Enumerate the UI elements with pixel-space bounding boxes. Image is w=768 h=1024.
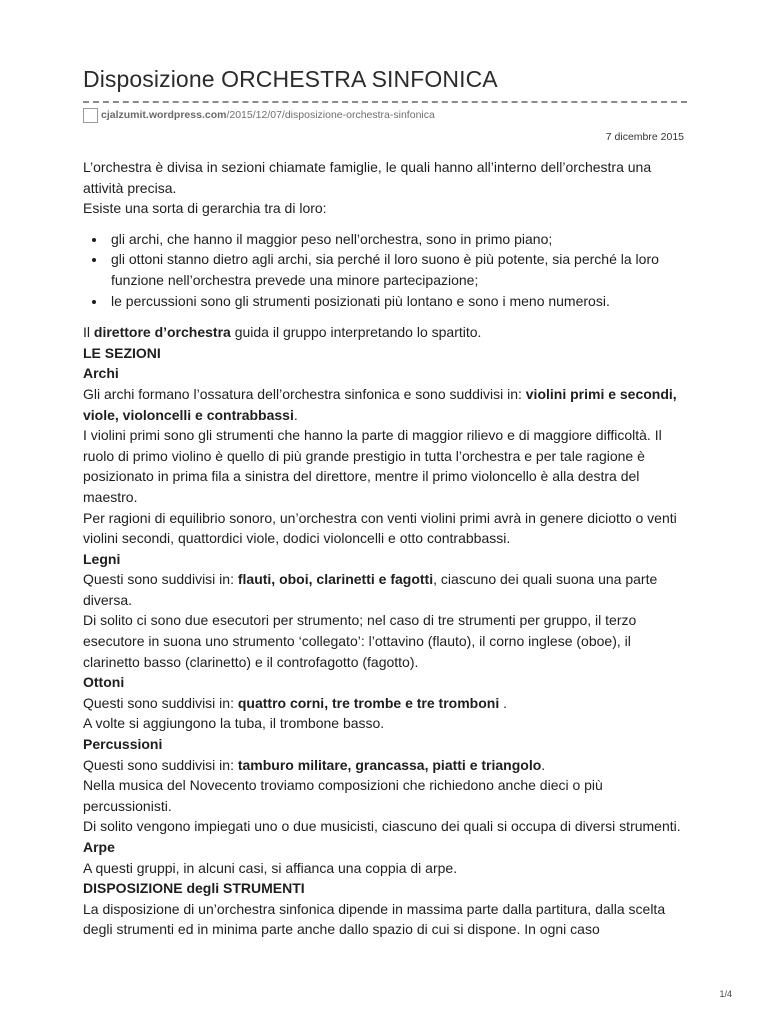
ottoni-paragraph: A volte si aggiungono la tuba, il trombone basso. [83,715,385,732]
percussioni-paragraph: Di solito vengono impiegati uno o due musicisti, ciascuno dei quali si occupa di diversi strumenti. [83,818,681,835]
subheading-archi: Archi [83,365,119,382]
source-path[interactable]: /2015/12/07/disposizione-orchestra-sinfonica [226,109,435,121]
subheading-ottoni: Ottoni [83,674,125,691]
director-term: direttore d’orchestra [93,324,231,341]
page-title: Disposizione ORCHESTRA SINFONICA [83,66,498,92]
title-divider [83,101,687,103]
section-heading: LE SEZIONI [83,344,161,361]
source-link[interactable] [83,106,435,124]
arpe-paragraph: A questi gruppi, in alcuni casi, si affianca una coppia di arpe. [83,859,458,876]
hierarchy-list [83,229,688,311]
article-body [83,157,688,940]
page-number: 1/4 [719,989,732,999]
subheading-arpe: Arpe [83,839,115,855]
archi-paragraph: Per ragioni di equilibrio sonoro, un’orchestra con venti violini primi avrà in genere diciotto o venti violini secondi, quattordici viole, dodici violoncelli e otto contrabbassi. [83,509,677,547]
legni-paragraph: Questi sono suddivisi in: flauti, oboi, clarinetti e fagotti, ciascuno dei quali suona una parte diversa. [83,571,658,608]
archi-paragraph: I violini primi sono gli strumenti che hanno la parte di maggior rilievo e di maggiore difficoltà. Il ruolo di primo violino è quello di più grande prestigio in tutta l’orchestra e per tale ragione è posizionato in prima fila a sinistra del direttore, mentre il primo violoncello è alla destra del maestro. [83,427,662,505]
subheading-percussioni: Percussioni [83,736,163,753]
director-paragraph: Il direttore d’orchestra guida il gruppo interpretando lo spartito. [83,324,482,341]
favicon-placeholder-icon [83,108,98,123]
subheading-legni: Legni [83,550,121,567]
section-heading-disposizione: DISPOSIZIONE degli STRUMENTI [83,880,305,897]
ottoni-paragraph: Questi sono suddivisi in: quattro corni, tre trombe e tre tromboni . [83,694,507,711]
intro-paragraph: L’orchestra è divisa in sezioni chiamate famiglie, le quali hanno all’interno dell’orchestra una attività precisa. [83,159,652,196]
source-domain[interactable]: cjalzumit.wordpress.com [101,109,227,121]
list-item: • le percussioni sono gli strumenti posizionati più lontano e sono i meno numerosi. [107,291,688,312]
percussioni-paragraph: Questi sono suddivisi in: tamburo militare, grancassa, piatti e triangolo. [83,756,546,773]
publish-date: 7 dicembre 2015 [605,131,684,143]
legni-paragraph: Di solito ci sono due esecutori per strumento; nel caso di tre strumenti per gruppo, il terzo esecutore in suona uno strumento ‘collegato’: l’ottavino (flauto), il corno inglese (oboe), il clarinetto basso (clarinetto) e il controfagotto (fagotto). [83,612,637,670]
percussioni-paragraph: Nella musica del Novecento troviamo composizioni che richiedono anche dieci o più percussionisti. [83,777,603,814]
list-item: • gli ottoni stanno dietro agli archi, sia perché il loro suono è più potente, sia perché la loro funzione nell’orchestra prevede una minore partecipazione; [107,249,688,290]
list-item: • gli archi, che hanno il maggior peso nell’orchestra, sono in primo piano; [107,229,688,250]
archi-paragraph: Gli archi formano l’ossatura dell’orchestra sinfonica e sono suddivisi in: violini primi e secondi, viole, violoncelli e contrabbassi. [83,385,677,423]
disposizione-paragraph: La disposizione di un’orchestra sinfonica dipende in massima parte dalla partitura, dalla scelta degli strumenti ed in minima parte anche dallo spazio di cui si dispone. In ogni caso [83,900,666,938]
intro-paragraph: Esiste una sorta di gerarchia tra di loro: [83,200,327,217]
